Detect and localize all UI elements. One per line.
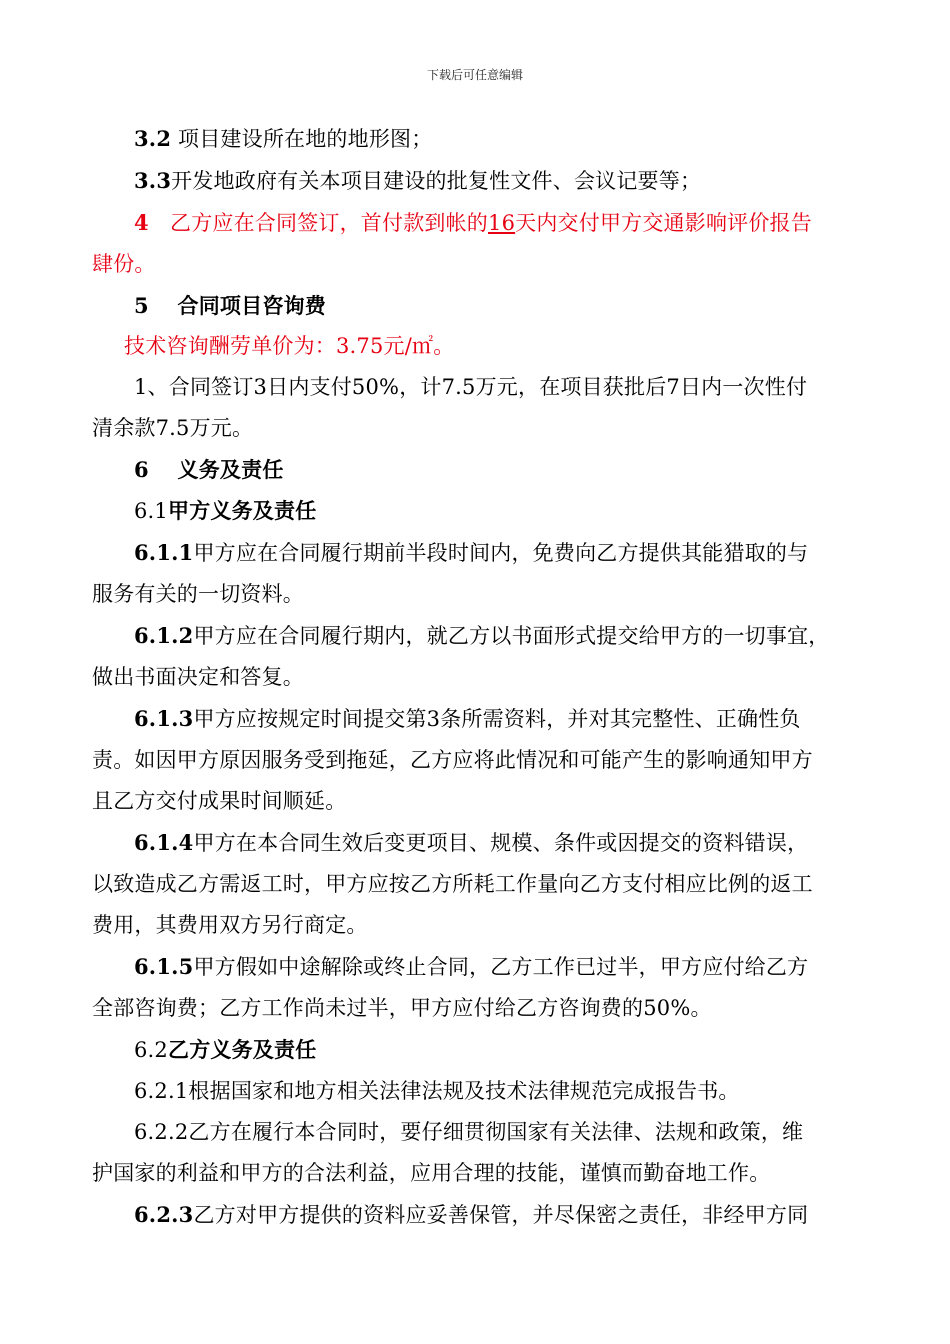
consulting-fee-price: 技术咨询酬劳单价为：3.75元/㎡。 (124, 334, 455, 358)
section-6-2-title (92, 1029, 862, 1071)
clause-text: 项目建设所在地的地形图； (171, 127, 433, 151)
clause-text: 甲方应按规定时间提交第3条所需资料，并对其完整性、正确性负 (193, 707, 801, 731)
clause-text: 乙方应在合同签订，首付款到帐的 (148, 211, 489, 235)
clause-3-3 (92, 160, 862, 202)
clause-text: 甲方应在合同履行期内，就乙方以书面形式提交给甲方的一切事宜， (193, 624, 830, 648)
clause-number: 6.1.1 (134, 540, 194, 565)
document-body (92, 118, 862, 1236)
payment-terms-continued: 清余款7.5万元。 (92, 416, 254, 440)
clause-text: 天内交付甲方交通影响评价报告 (515, 211, 812, 235)
clause-6-1-3-continued: 且乙方交付成果时间顺延。 (92, 789, 347, 813)
clause-text: 乙方义务及责任 (168, 1037, 317, 1062)
clause-number: 6.1.3 (134, 706, 194, 731)
page-header: 下载后可任意编辑 (426, 68, 523, 82)
clause-3-2 (92, 118, 862, 160)
clause-6-2-3 (92, 1194, 862, 1236)
clause-number: 3.2 (134, 126, 172, 151)
clause-6-1-2-continued: 做出书面决定和答复。 (92, 665, 304, 689)
days-value: 16 (488, 211, 516, 235)
clause-6-2-2: 6.2.2乙方在履行本合同时，要仔细贯彻国家有关法律、法规和政策，维 (134, 1120, 804, 1144)
clause-6-1-1-continued: 服务有关的一切资料。 (92, 582, 304, 606)
clause-6-1-5 (92, 946, 862, 988)
clause-number: 6.1.2 (134, 623, 194, 648)
clause-6-1-3-continued: 责。如因甲方原因服务受到拖延，乙方应将此情况和可能产生的影响通知甲方 (92, 748, 813, 772)
clause-text: 甲方假如中途解除或终止合同，乙方工作已过半，甲方应付给乙方 (193, 955, 809, 979)
clause-number: 6.1.5 (134, 954, 194, 979)
clause-6-1-4 (92, 822, 862, 864)
section-6-1-title (92, 490, 862, 532)
section-5-title: 5 合同项目咨询费 (134, 293, 326, 318)
clause-text: 甲方在本合同生效后变更项目、规模、条件或因提交的资料错误， (193, 831, 809, 855)
clause-4 (92, 202, 862, 244)
clause-6-1-4-continued: 以致造成乙方需返工时，甲方应按乙方所耗工作量向乙方支付相应比例的返工 (92, 872, 813, 896)
clause-number: 4 (134, 210, 149, 235)
clause-number: 6.2.3 (134, 1202, 194, 1227)
clause-6-1-1 (92, 532, 862, 574)
section-6-title: 6 义务及责任 (134, 457, 284, 482)
clause-text: 开发地政府有关本项目建设的批复性文件、会议记要等； (171, 169, 702, 193)
clause-text: 甲方应在合同履行期前半段时间内，免费向乙方提供其能猎取的与 (193, 541, 809, 565)
clause-6-2-1: 6.2.1根据国家和地方相关法律法规及技术法律规范完成报告书。 (134, 1079, 740, 1103)
clause-number: 6.1.4 (134, 830, 194, 855)
clause-4-continued: 肆份。 (92, 252, 156, 276)
clause-6-2-2-continued: 护国家的利益和甲方的合法利益，应用合理的技能，谨慎而勤奋地工作。 (92, 1161, 771, 1185)
clause-6-1-5-continued: 全部咨询费；乙方工作尚未过半，甲方应付给乙方咨询费的50%。 (92, 996, 712, 1020)
clause-6-1-4-continued: 费用，其费用双方另行商定。 (92, 913, 368, 937)
clause-text: 乙方对甲方提供的资料应妥善保管，并尽保密之责任，非经甲方同 (193, 1203, 809, 1227)
clause-6-1-2 (92, 615, 862, 657)
clause-number: 3.3 (134, 168, 172, 193)
payment-terms: 1、合同签订3日内支付50%，计7.5万元，在项目获批后7日内一次性付 (134, 375, 808, 399)
clause-6-1-3 (92, 698, 862, 740)
clause-number: 6.1 (134, 499, 168, 523)
clause-text: 甲方义务及责任 (168, 498, 317, 523)
clause-number: 6.2 (134, 1038, 168, 1062)
